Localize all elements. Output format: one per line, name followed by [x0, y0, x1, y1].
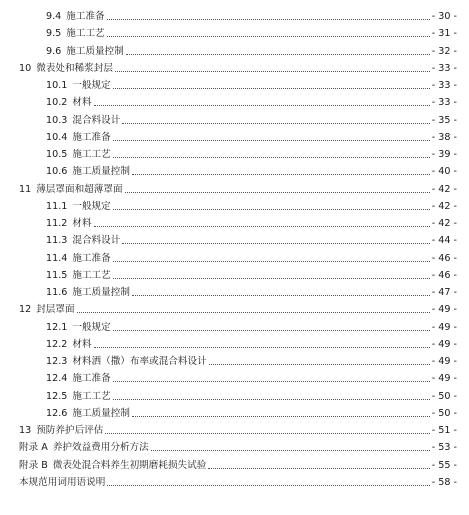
- toc-entry[interactable]: [46, 386, 457, 403]
- toc-entry-page-number: - 42 -: [431, 200, 457, 212]
- toc-entry-page-number: - 50 -: [431, 407, 457, 419]
- toc-dot-leader: [94, 105, 430, 106]
- toc-entry[interactable]: [46, 317, 457, 334]
- toc-entry-title: 封层罩面: [36, 304, 75, 316]
- toc-dot-leader: [77, 312, 430, 313]
- toc-entry[interactable]: [19, 472, 457, 489]
- toc-dot-leader: [107, 19, 430, 20]
- toc-entry-number: 12.1: [46, 321, 68, 333]
- toc-entry-number: 11.1: [46, 200, 68, 212]
- toc-entry-title: 施工质量控制: [72, 287, 130, 298]
- toc-entry-number: 11.2: [46, 218, 68, 229]
- toc-dot-leader: [113, 88, 430, 89]
- toc-dot-leader: [132, 174, 430, 175]
- toc-dot-leader: [107, 36, 430, 37]
- toc-entry-title: 材料: [72, 338, 92, 350]
- toc-entry[interactable]: [46, 161, 457, 178]
- toc-entry[interactable]: [46, 127, 457, 144]
- toc-entry-page-number: - 50 -: [431, 390, 457, 402]
- toc-entry-page-number: - 42 -: [431, 183, 457, 195]
- toc-entry-number: 10.5: [46, 149, 68, 160]
- toc-entry-number: 10.3: [46, 114, 68, 126]
- toc-entry-number: 10.4: [46, 131, 68, 143]
- toc-dot-leader: [113, 261, 430, 262]
- toc-entry[interactable]: [19, 299, 457, 316]
- toc-dot-leader: [113, 209, 430, 210]
- toc-dot-leader: [113, 399, 430, 400]
- toc-dot-leader: [126, 54, 430, 55]
- toc-entry[interactable]: [46, 230, 457, 247]
- toc-dot-leader: [122, 123, 429, 124]
- toc-entry-page-number: - 30 -: [431, 11, 457, 22]
- toc-entry[interactable]: [46, 282, 457, 299]
- toc-entry[interactable]: [46, 92, 457, 109]
- toc-entry-page-number: - 49 -: [431, 304, 457, 316]
- toc-dot-leader: [132, 416, 430, 417]
- toc-entry-number: 11.3: [46, 235, 68, 247]
- toc-dot-leader: [151, 450, 430, 451]
- toc-entry-page-number: - 31 -: [431, 28, 457, 40]
- toc-entry[interactable]: [19, 455, 457, 472]
- toc-dot-leader: [209, 364, 430, 365]
- toc-entry-title: 施工准备: [72, 373, 111, 385]
- toc-entry-page-number: - 33 -: [431, 62, 457, 74]
- toc-entry-number: 12.2: [46, 338, 68, 350]
- toc-entry-title: 施工工艺: [66, 28, 105, 40]
- toc-entry-title: 材料: [72, 97, 92, 109]
- toc-entry-number: 13: [19, 425, 32, 436]
- toc-entry-page-number: - 32 -: [431, 45, 457, 57]
- toc-dot-leader: [208, 468, 429, 469]
- toc-entry-number: 9.6: [46, 45, 62, 57]
- toc-entry[interactable]: [46, 6, 457, 23]
- toc-entry-number: 12: [19, 304, 32, 316]
- toc-entry-title: 施工工艺: [72, 149, 111, 160]
- toc-dot-leader: [113, 381, 430, 382]
- toc-entry-title: 施工质量控制: [72, 166, 130, 178]
- toc-dot-leader: [107, 485, 429, 486]
- toc-entry[interactable]: [46, 110, 457, 127]
- toc-entry-title: 混合料设计: [72, 235, 121, 247]
- toc-entry-title: 薄层罩面和超薄罩面: [36, 183, 123, 195]
- toc-dot-leader: [132, 295, 430, 296]
- toc-entry[interactable]: [46, 196, 457, 213]
- toc-entry-number: 10.2: [46, 97, 68, 109]
- toc-entry[interactable]: [19, 58, 457, 75]
- toc-entry-page-number: - 35 -: [431, 114, 457, 126]
- toc-entry-number: 11.6: [46, 287, 68, 298]
- toc-entry-number: 附录 A: [19, 442, 48, 454]
- toc-entry[interactable]: [46, 213, 457, 230]
- toc-dot-leader: [113, 330, 430, 331]
- toc-entry[interactable]: [46, 41, 457, 58]
- toc-entry-page-number: - 47 -: [431, 287, 457, 298]
- toc-entry[interactable]: [46, 265, 457, 282]
- toc-entry[interactable]: [46, 351, 457, 368]
- toc-dot-leader: [113, 140, 430, 141]
- toc-entry-number: 12.3: [46, 356, 68, 367]
- toc-entry-title: 本规范用词用语说明: [19, 476, 106, 488]
- toc-dot-leader: [94, 226, 430, 227]
- toc-entry-page-number: - 33 -: [431, 80, 457, 91]
- toc-entry-page-number: - 49 -: [431, 338, 457, 350]
- toc-entry-page-number: - 44 -: [431, 235, 457, 247]
- toc-entry-page-number: - 38 -: [431, 131, 457, 143]
- toc-entry-title: 微表处和稀浆封层: [36, 62, 113, 74]
- toc-entry-page-number: - 58 -: [431, 476, 457, 488]
- toc-entry-page-number: - 46 -: [431, 269, 457, 281]
- toc-entry[interactable]: [46, 75, 457, 92]
- toc-entry-number: 11.4: [46, 252, 68, 264]
- toc-entry-page-number: - 40 -: [431, 166, 457, 178]
- toc-entry-number: 11: [19, 183, 32, 195]
- toc-entry-number: 11.5: [46, 269, 68, 281]
- toc-entry-title: 施工工艺: [72, 269, 111, 281]
- toc-entry-title: 施工准备: [66, 11, 105, 22]
- toc-entry[interactable]: [46, 144, 457, 161]
- toc-entry[interactable]: [46, 403, 457, 420]
- toc-entry-page-number: - 55 -: [431, 459, 457, 471]
- toc-entry-page-number: - 49 -: [431, 321, 457, 333]
- toc-entry-page-number: - 39 -: [431, 149, 457, 160]
- toc-entry-page-number: - 51 -: [431, 425, 457, 436]
- toc-entry[interactable]: [19, 420, 457, 437]
- toc-entry-number: 12.5: [46, 390, 68, 402]
- toc-entry-title: 一般规定: [72, 321, 111, 333]
- toc-entry-title: 一般规定: [72, 80, 111, 91]
- toc-dot-leader: [122, 243, 429, 244]
- toc-entry[interactable]: [46, 334, 457, 351]
- toc-entry[interactable]: [19, 179, 457, 196]
- toc-entry-title: 预防养护后评估: [36, 425, 104, 436]
- toc-entry[interactable]: [19, 437, 457, 454]
- toc-entry-number: 9.4: [46, 11, 62, 22]
- toc-entry-title: 施工准备: [72, 252, 111, 264]
- toc-entry-page-number: - 49 -: [431, 373, 457, 385]
- toc-entry-number: 10.1: [46, 80, 68, 91]
- toc-entry-page-number: - 46 -: [431, 252, 457, 264]
- toc-entry-title: 混合料设计: [72, 114, 121, 126]
- toc-entry-title: 养护效益费用分析方法: [52, 442, 149, 454]
- toc-entry-title: 施工工艺: [72, 390, 111, 402]
- toc-entry[interactable]: [46, 368, 457, 385]
- toc-entry-title: 一般规定: [72, 200, 111, 212]
- toc-entry-page-number: - 33 -: [431, 97, 457, 109]
- toc-entry-title: 材料洒（撒）布率或混合料设计: [72, 356, 207, 367]
- toc-entry-number: 附录 B: [19, 459, 48, 471]
- toc-entry-page-number: - 42 -: [431, 218, 457, 229]
- toc-entry-title: 施工质量控制: [72, 407, 130, 419]
- toc-entry[interactable]: [46, 23, 457, 40]
- toc-entry-page-number: - 49 -: [431, 356, 457, 367]
- toc-entry-number: 10.6: [46, 166, 68, 178]
- toc-entry-title: 施工质量控制: [66, 45, 124, 57]
- toc-entry-number: 9.5: [46, 28, 62, 40]
- toc-dot-leader: [115, 71, 430, 72]
- toc-entry-title: 施工准备: [72, 131, 111, 143]
- toc-dot-leader: [105, 433, 429, 434]
- toc-entry-number: 12.4: [46, 373, 68, 385]
- toc-entry-number: 10: [19, 62, 32, 74]
- toc-entry-page-number: - 53 -: [431, 442, 457, 454]
- toc-entry-number: 12.6: [46, 407, 68, 419]
- toc-entry-title: 材料: [72, 218, 92, 229]
- toc-dot-leader: [113, 278, 430, 279]
- toc-dot-leader: [113, 157, 430, 158]
- toc-entry[interactable]: [46, 248, 457, 265]
- toc-dot-leader: [94, 347, 430, 348]
- toc-entry-title: 微表处混合料养生初期磨耗损失试验: [52, 459, 207, 471]
- toc-dot-leader: [125, 192, 430, 193]
